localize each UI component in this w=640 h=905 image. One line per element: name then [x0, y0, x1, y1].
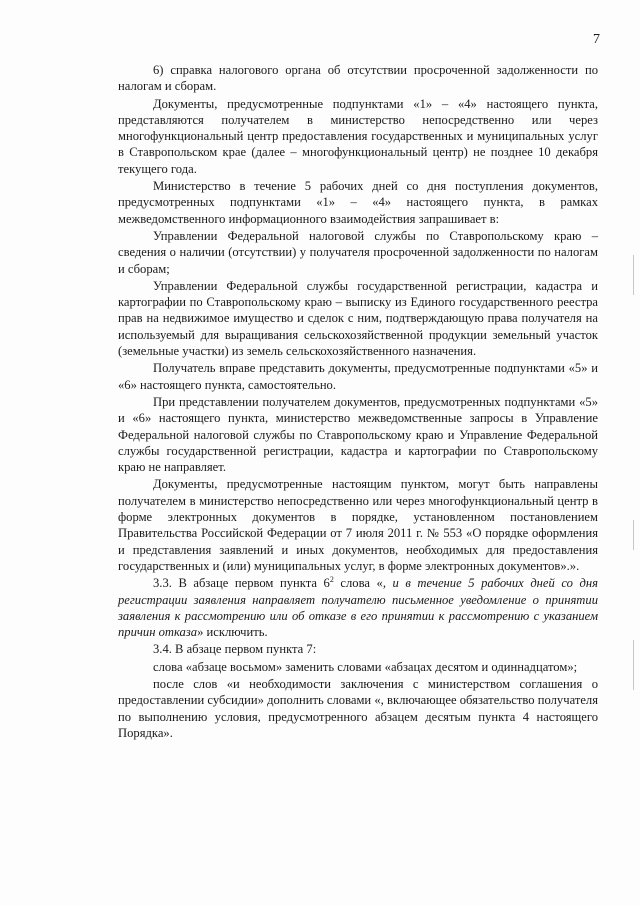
paragraph-8: Документы, предусмотренные настоящим пунктом, могут быть направлены получателем в министерство непосредственно или через многофункциональный центр в форме электронных документов в порядке, установленном постановлением Правительства Российской Федерации от 7 июля 2011 г. № 553 «О порядке оформления и представления заявлений и иных документов, необходимых для предоставления государственных и (или) муниципальных услуг, в форме электронных документов».». [118, 477, 598, 573]
paragraph-9-superscript: 2 [329, 575, 334, 585]
paragraph-12: после слов «и необходимости заключения с министерством соглашения о предоставлении субсидии» дополнить словами «, включающее обязательство получателя по выполнению условия, предусмотренного абзацем десятым пункта 4 настоящего Порядка». [118, 676, 598, 740]
paragraph-2: Документы, предусмотренные подпунктами «1» – «4» настоящего пункта, представляются получателем в министерство непосредственно или через многофункциональный центр предоставления государственных и муниципальных услуг в Ставропольском крае (далее – многофункциональный центр) не позднее 10 декабря текущего года. [118, 96, 598, 176]
paragraph-10: 3.4. В абзаце первом пункта 7: [153, 642, 317, 657]
paragraph-7: При представлении получателем документов, предусмотренных подпунктами «5» и «6» настоящего пункта, министерство межведомственные запросы в Управление Федеральной налоговой службы по Ставропольскому краю и Управление Федеральной службы государственной регистрации, кадастра и картографии по Ставропольскому краю не направляет. [118, 394, 598, 475]
scan-edge-mark [633, 520, 634, 550]
paragraph-1: 6) справка налогового органа об отсутствии просроченной задолженности по налогам и сборам. [118, 63, 598, 94]
scan-edge-mark [633, 255, 634, 295]
paragraph-9-suffix: » исключить. [197, 625, 268, 640]
page-number: 7 [593, 32, 600, 47]
paragraph-3: Министерство в течение 5 рабочих дней со дня поступления документов, предусмотренных подпунктами «1» – «4» настоящего пункта, в рамках межведомственного информационного взаимодействия запрашивает в: [118, 179, 598, 226]
paragraph-9-mid: слова « [333, 576, 383, 591]
paragraph-9-prefix: 3.3. В абзаце первом пункта 6 [153, 576, 330, 591]
paragraph-9-italic: , и в течение 5 рабочих дней со дня регистрации заявления направляет получателю письменное уведомление о принятии заявления к рассмотрению или об отказе в его принятии к рассмотрению с указанием причин отказа [118, 576, 599, 640]
document-body [118, 62, 598, 741]
paragraph-5: Управлении Федеральной службы государственной регистрации, кадастра и картографии по Ставропольскому краю – выписку из Единого государственного реестра прав на недвижимое имущество и сделок с ним, подтверждающую права получателя на используемый для выращивания сельскохозяйственной продукции земельный участок (земельные участки) из земель сельскохозяйственного назначения. [118, 278, 598, 359]
scan-edge-mark [633, 640, 634, 690]
paragraph-11: слова «абзаце восьмом» заменить словами «абзацах десятом и одиннадцатом»; [153, 659, 578, 674]
paragraph-6: Получатель вправе представить документы, предусмотренные подпунктами «5» и «6» настоящего пункта, самостоятельно. [118, 361, 598, 392]
paragraph-4: Управлении Федеральной налоговой службы по Ставропольскому краю – сведения о наличии (отсутствии) у получателя просроченной задолженности по налогам и сборам; [118, 228, 598, 276]
paragraph-9 [118, 575, 598, 640]
